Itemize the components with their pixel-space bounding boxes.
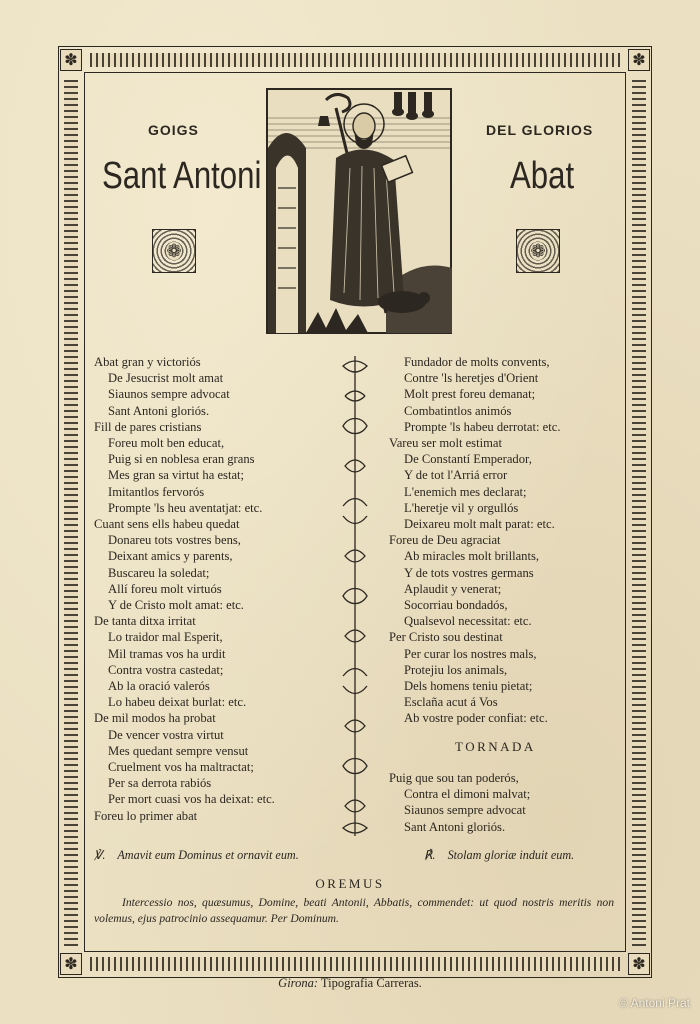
versicle	[94, 848, 299, 863]
printer-imprint	[0, 976, 700, 991]
poem-line: Puig que sou tan poderós,	[389, 771, 519, 785]
poem-line: Prompte 'ls heu aventatjat: etc.	[108, 500, 263, 515]
poem-line: Protejiu los animals,	[404, 662, 508, 677]
poem-line: Esclaña acut á Vos	[404, 695, 498, 710]
poem-line: Imitantlos fervorós	[108, 484, 205, 499]
poem-line: Dels homens teniu pietat;	[404, 679, 533, 694]
poem-line: Prompte 'ls habeu derrotat: etc.	[404, 419, 561, 434]
poem-line: Per curar los nostres mals,	[404, 646, 537, 661]
poem-line: Fill de pares cristians	[94, 419, 202, 434]
poem-line: Siaunos sempre advocat	[404, 803, 526, 818]
response-text: Stolam gloriæ induit eum.	[447, 848, 575, 862]
poem-line: Lo traidor mal Esperit,	[108, 630, 223, 645]
versicle-mark: ℣.	[94, 848, 106, 862]
poem-line: De mil modos ha probat	[94, 711, 216, 726]
poem-line: Per Cristo sou destinat	[389, 630, 503, 645]
corner-star-icon: ✽	[628, 953, 650, 975]
poem-line: Donareu tots vostres bens,	[108, 533, 241, 548]
corner-star-icon: ✽	[60, 49, 82, 71]
poem-line: Contre 'ls heretjes d'Orient	[404, 371, 539, 386]
poem-line: Ab miracles molt brillants,	[404, 549, 540, 564]
tornada-verse	[389, 770, 530, 835]
poem-line: Abat gran y victoriós	[94, 355, 201, 369]
ornamental-divider	[339, 356, 371, 836]
poem-line: Deixareu molt malt parat: etc.	[404, 517, 555, 532]
prayer-text: Intercessio nos, quæsumus, Domine, beati Antonii, Abbatis, commendet: ut quod nostris meritis non volemus, ejus patrocinio assequamur. Per Dominum.	[94, 896, 614, 925]
poem-line: De vencer vostra virtut	[108, 727, 224, 742]
poem-line: Y de tot l'Arriá error	[404, 468, 508, 483]
poem-line: Cuant sens ells habeu quedat	[94, 517, 240, 532]
oremus-heading: OREMUS	[315, 876, 385, 891]
poem-line: Socorriau bondadós,	[404, 598, 508, 613]
poem-line: Sant Antoni gloriós.	[404, 819, 506, 834]
poem-column-left	[94, 354, 330, 824]
poem-line: Y de tots vostres germans	[404, 565, 534, 580]
printer-place: Girona:	[278, 976, 318, 990]
poem-line: Foreu molt ben educat,	[108, 436, 225, 451]
poem-line: Puig si en noblesa eran grans	[108, 452, 255, 467]
poem-line: De tanta ditxa irritat	[94, 614, 196, 629]
rosette-ornament-icon: ❁	[152, 229, 196, 273]
copyright-credit: © Antoni Prat	[619, 996, 690, 1010]
heading-del-glorios: DEL GLORIOS	[486, 122, 594, 138]
poem-column-right	[389, 354, 629, 727]
poem-line: Ab vostre poder confiat: etc.	[404, 711, 548, 726]
poem-line: Mes gran sa virtut ha estat;	[108, 468, 245, 483]
saint-woodcut-image	[266, 88, 452, 334]
poem-line: Per sa derrota rabiós	[108, 776, 212, 791]
poem-line: Contra el dimoni malvat;	[404, 787, 531, 802]
title-sant-antoni: Sant Antoni	[102, 155, 262, 197]
poem-line: Cruelment vos ha maltractat;	[108, 760, 254, 775]
poem-line: Fundador de molts convents,	[404, 355, 550, 369]
poem-line: L'enemich mes declarat;	[404, 484, 527, 499]
poem-line: Molt prest foreu demanat;	[404, 387, 536, 402]
poem-line: Contra vostra castedat;	[108, 662, 224, 677]
poem-line: Sant Antoni gloriós.	[108, 403, 210, 418]
poem-line: Per mort cuasi vos ha deixat: etc.	[108, 792, 275, 807]
poem-line: Lo habeu deixat burlat: etc.	[108, 695, 247, 710]
poem-line: Qualsevol necessitat: etc.	[404, 614, 532, 629]
title-abat: Abat	[510, 155, 575, 197]
printer-name: Tipografia Carreras.	[320, 976, 422, 990]
poem-line: Foreu de Deu agraciat	[389, 533, 501, 548]
poem-line: Foreu lo primer abat	[94, 808, 198, 823]
poem-line: Mil tramas vos ha urdit	[108, 646, 226, 661]
ornament-band-bottom	[90, 957, 620, 971]
poem-line: De Constantí Emperador,	[404, 452, 532, 467]
poem-line: Aplaudit y venerat;	[404, 581, 502, 596]
heading-goigs: GOIGS	[148, 122, 199, 138]
poem-line: Allí foreu molt virtuós	[108, 581, 222, 596]
versicle-text: Amavit eum Dominus et ornavit eum.	[117, 848, 299, 862]
poem-line: De Jesucrist molt amat	[108, 371, 224, 386]
poem-line: Y de Cristo molt amat: etc.	[108, 598, 244, 613]
rosette-ornament-icon: ❁	[516, 229, 560, 273]
ornament-band-left	[64, 80, 78, 946]
poem-line: L'heretje vil y orgullós	[404, 500, 519, 515]
corner-star-icon: ✽	[628, 49, 650, 71]
tornada-heading: TORNADA	[455, 739, 536, 754]
ornament-band-right	[632, 80, 646, 946]
response	[424, 848, 574, 863]
poem-line: Siaunos sempre advocat	[108, 387, 230, 402]
poem-line: Deixant amics y parents,	[108, 549, 233, 564]
poem-line: Vareu ser molt estimat	[389, 436, 502, 451]
response-mark: ℟.	[424, 848, 436, 862]
ornament-band-top	[90, 53, 620, 67]
poem-line: Combatintlos animós	[404, 403, 512, 418]
poem-line: Mes quedant sempre vensut	[108, 743, 249, 758]
poem-line: Ab la oració valerós	[108, 679, 210, 694]
poem-line: Buscareu la soledat;	[108, 565, 210, 580]
corner-star-icon: ✽	[60, 953, 82, 975]
